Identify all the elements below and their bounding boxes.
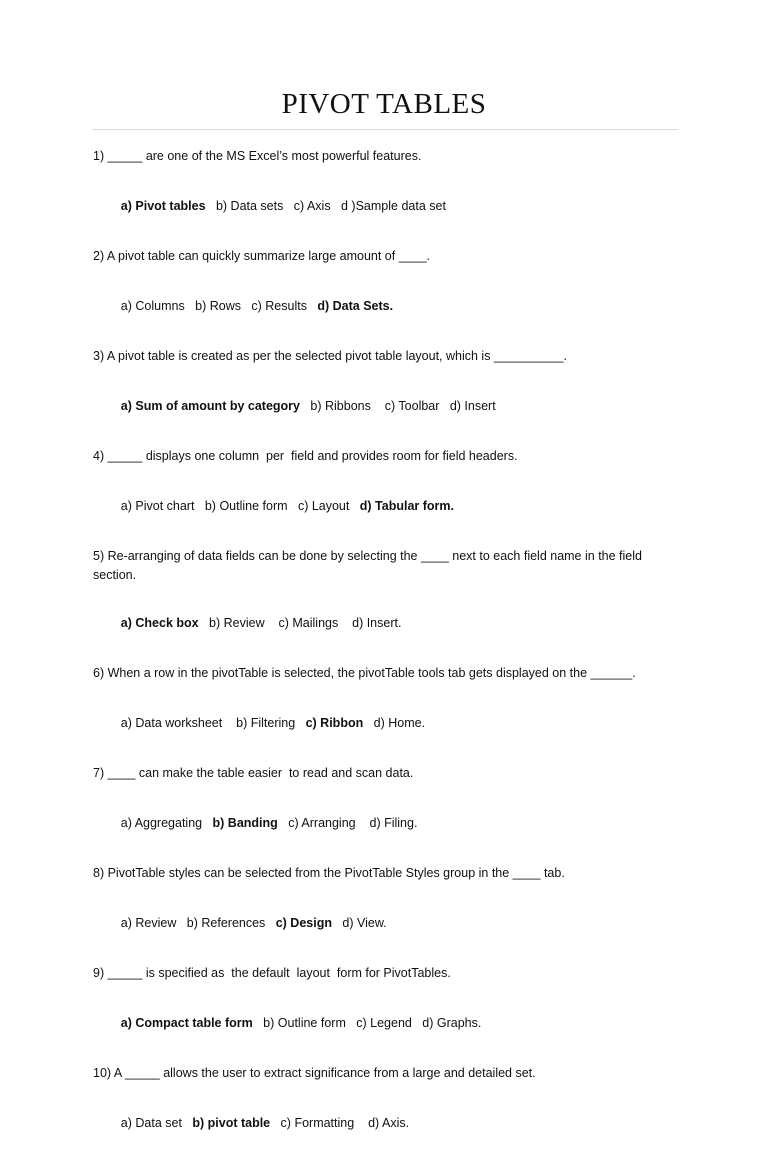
question-text: 5) Re-arranging of data fields can be done by selecting the ____ next to each field name in the field section. [93,549,646,582]
answer-option: a) Check box [120,616,199,630]
answer-option: c) Ribbon [305,716,364,730]
title-divider [92,129,678,130]
question-text: 8) PivotTable styles can be selected from the PivotTable Styles group in the ____ tab. [93,866,565,880]
answer-option: d) Data Sets. [317,299,394,313]
answer-option: a) Review b) References [120,916,276,930]
answer-option: b) Review c) Mailings d) Insert. [198,616,402,630]
answer-option: d) Home. [363,716,426,730]
question-block [93,547,678,652]
answer-option: a) Sum of amount by category [120,399,300,413]
question-block [93,964,678,1052]
answer-options [93,695,678,752]
answer-option: d) Tabular form. [359,499,454,513]
answer-option: a) Data worksheet b) Filtering [120,716,306,730]
question-block [93,1064,678,1152]
answer-option: c) Formatting d) Axis. [270,1116,410,1130]
answer-option: a) Data set [120,1116,193,1130]
question-block [93,147,678,235]
answer-option: b) Ribbons c) Toolbar d) Insert [300,399,496,413]
answer-option: a) Compact table form [120,1016,253,1030]
question-block [93,247,678,335]
answer-options [93,895,678,952]
answer-option: a) Pivot chart b) Outline form c) Layout [120,499,360,513]
answer-options [93,278,678,335]
question-text: 2) A pivot table can quickly summarize large amount of ____. [93,249,430,263]
question-block [93,447,678,535]
answer-option: b) Outline form c) Legend d) Graphs. [252,1016,482,1030]
answer-options [93,795,678,852]
answer-options [93,1095,678,1152]
question-list [93,147,678,1164]
answer-options [93,178,678,235]
question-block [93,347,678,435]
answer-option: b) Data sets c) Axis d )Sample data set [205,199,446,213]
question-block [93,764,678,852]
answer-option: b) pivot table [192,1116,271,1130]
question-block [93,664,678,752]
answer-option: c) Design [275,916,332,930]
page-title: PIVOT TABLES [281,88,487,120]
answer-option: a) Columns b) Rows c) Results [120,299,318,313]
answer-option: c) Arranging d) Filing. [277,816,418,830]
question-text: 7) ____ can make the table easier to read and scan data. [93,766,414,780]
answer-option: b) Banding [212,816,278,830]
question-text: 9) _____ is specified as the default layout form for PivotTables. [93,966,451,980]
question-text: 10) A _____ allows the user to extract significance from a large and detailed set. [93,1066,536,1080]
question-text: 3) A pivot table is created as per the selected pivot table layout, which is __________. [93,349,567,363]
answer-option: a) Aggregating [120,816,213,830]
question-block [93,864,678,952]
answer-options [93,478,678,535]
question-text: 6) When a row in the pivotTable is selected, the pivotTable tools tab gets displayed on the ______. [93,666,636,680]
question-text: 1) _____ are one of the MS Excel’s most powerful features. [93,149,422,163]
answer-options [93,378,678,435]
answer-options [93,595,678,652]
answer-option: d) View. [331,916,387,930]
question-text: 4) _____ displays one column per field and provides room for field headers. [93,449,518,463]
answer-option: a) Pivot tables [120,199,206,213]
